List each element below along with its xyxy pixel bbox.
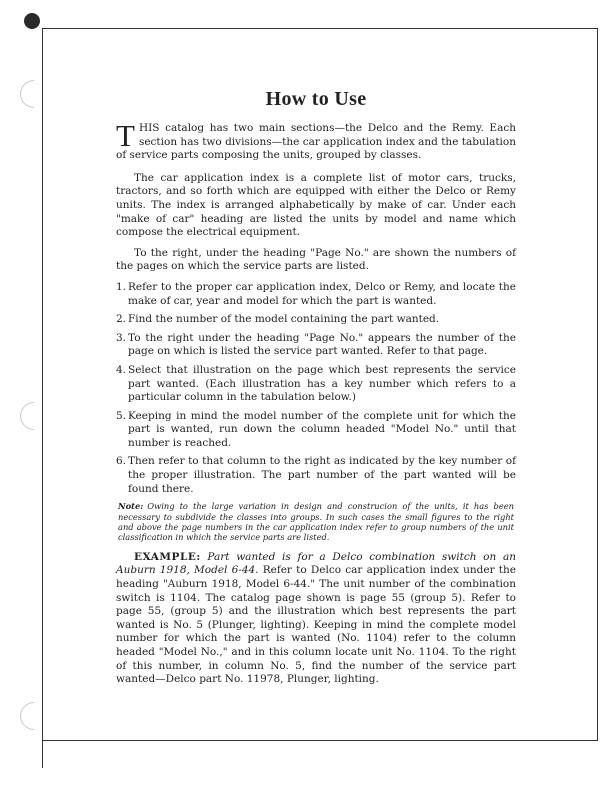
- scan-border-right: [597, 28, 598, 740]
- margin-mark: [14, 696, 54, 736]
- example-text: Refer to Delco car application index under the heading "Auburn 1918, Model 6-44." The unit number of the combination switch is 1104. The catalog page shown is page 55 (group 5). Refer to page 55, (group 5) and the illustration which best represents the part wanted is No. 5 (Plunger, lighting). Keeping in mind the complete model number for which the part is wanted (No. 1104) refer to the column headed "Model No.," and in this column locate unit No. 1104. To the right of this number, in column No. 5, find the number of the service part wanted—Delco part No. 11978, Plunger, lighting.: [116, 564, 516, 686]
- step-item: [116, 332, 516, 359]
- page-title: How to Use: [265, 88, 367, 110]
- margin-mark: [14, 396, 54, 436]
- example-label: EXAMPLE:: [134, 550, 201, 563]
- paragraph-index-description: The car application index is a complete list of motor cars, trucks, tractors, and so forth which are equipped with either the Delco or Remy units. The index is arranged alphabetically by make of car. Under each "make of car" heading are listed the units by model and name which compose the electrical equipment.: [116, 171, 516, 239]
- step-text: Refer to the proper car application index, Delco or Remy, and locate the make of car, year and model for which the part is wanted.: [128, 280, 516, 307]
- step-number: 3.: [116, 331, 127, 344]
- example-paragraph: [116, 551, 516, 687]
- step-number: 6.: [116, 455, 127, 468]
- step-text: Then refer to that column to the right as indicated by the key number of the proper illustration. The part number of the part wanted will be found there.: [128, 455, 516, 495]
- step-item: [116, 313, 516, 327]
- intro-paragraph: [116, 118, 516, 163]
- step-text: Keeping in mind the model number of the complete unit for which the part is wanted, run down the column headed "Model No." until that number is reached.: [128, 409, 516, 449]
- step-number: 4.: [116, 363, 127, 376]
- note-label: Note:: [118, 501, 144, 512]
- step-item: [116, 281, 516, 308]
- step-item: [116, 364, 516, 405]
- step-number: 5.: [116, 409, 127, 422]
- note-paragraph: [116, 501, 516, 543]
- scan-border-bottom: [42, 740, 598, 741]
- binder-hole: [24, 13, 40, 29]
- scan-border-top: [42, 28, 598, 29]
- paragraph-page-no: To the right, under the heading "Page No." are shown the numbers of the pages on which the service parts are listed.: [116, 246, 516, 273]
- step-text: Select that illustration on the page which best represents the service part wanted. (Each illustration has a key number which refers to a particular column in the tabulation below.): [128, 363, 516, 404]
- step-text: To the right under the heading "Page No." appears the number of the page on which is listed the service part wanted. Refer to that page.: [128, 331, 516, 358]
- drop-cap: T: [116, 118, 135, 153]
- step-item: [116, 410, 516, 451]
- example-lead: Part wanted is for a Delco combination switch on an Auburn 1918, Model 6-44.: [116, 550, 516, 577]
- step-item: [116, 455, 516, 496]
- margin-mark: [14, 74, 54, 114]
- note-text: Owing to the large variation in design and construcion of the units, it has been necessary to subdivide the classes into groups. In such cases the small figures to the right and above the page numbers in the car application index refer to group numbers of the unit classification in which the service parts are listed.: [118, 501, 514, 543]
- instruction-steps: [116, 281, 516, 496]
- intro-text: HIS catalog has two main sections—the Delco and the Remy. Each section has two divisions—the car application index and the tabulation of service parts composing the units, grouped by classes.: [116, 122, 516, 162]
- step-number: 1.: [116, 280, 127, 293]
- scan-border-left: [42, 28, 43, 768]
- document-body: [116, 88, 516, 687]
- step-text: Find the number of the model containing the part wanted.: [128, 313, 440, 326]
- step-number: 2.: [116, 313, 127, 326]
